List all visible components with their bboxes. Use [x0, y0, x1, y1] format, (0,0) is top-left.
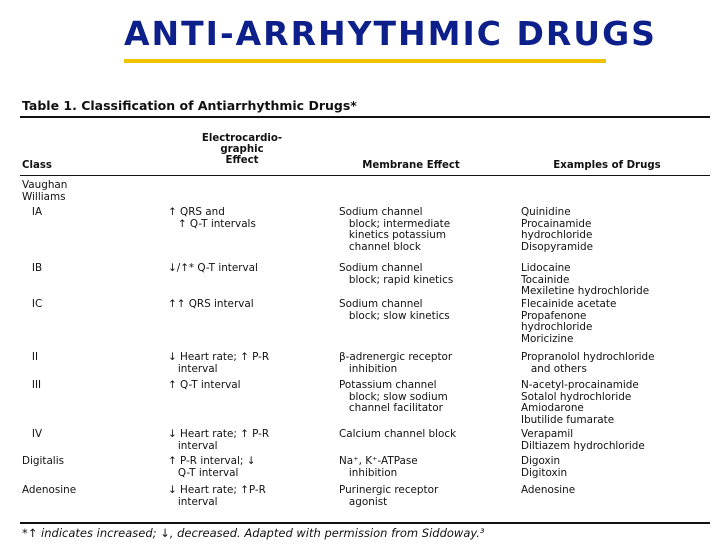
cell-class: Vaughan Williams	[22, 179, 68, 203]
header-examples: Examples of Drugs	[553, 160, 661, 171]
cell-examples: Verapamil Diltiazem hydrochloride	[521, 428, 645, 452]
cell-class: IB	[22, 262, 43, 274]
cell-class: Digitalis	[22, 455, 64, 467]
table-header-rule	[20, 175, 710, 176]
cell-ecg: ↑ P-R interval; ↓ Q-T interval	[168, 455, 256, 479]
header-membrane: Membrane Effect	[362, 160, 460, 171]
cell-membrane: Sodium channel block; slow kinetics	[339, 298, 450, 322]
cell-ecg: ↑ QRS and ↑ Q-T intervals	[168, 206, 256, 230]
cell-ecg: ↑ Q-T interval	[168, 379, 241, 391]
cell-membrane: Purinergic receptor agonist	[339, 484, 439, 508]
cell-membrane: Sodium channel block; intermediate kinetics potassium channel block	[339, 206, 451, 253]
cell-class: IV	[22, 428, 43, 440]
cell-ecg: ↑↑ QRS interval	[168, 298, 254, 310]
table-title: Table 1. Classification of Antiarrhythmic Drugs*	[22, 98, 357, 113]
cell-examples: Digoxin Digitoxin	[521, 455, 568, 479]
cell-membrane: Na⁺, K⁺-ATPase inhibition	[339, 455, 418, 479]
slide-title: ANTI-ARRHYTHMIC DRUGS	[124, 14, 657, 53]
cell-class: II	[22, 351, 39, 363]
cell-membrane: Potassium channel block; slow sodium channel facilitator	[339, 379, 448, 414]
table-top-rule	[20, 116, 710, 118]
cell-class: IA	[22, 206, 43, 218]
cell-examples: Lidocaine Tocainide Mexiletine hydrochloride	[521, 262, 650, 297]
table-bottom-rule	[20, 522, 710, 524]
cell-class: III	[22, 379, 42, 391]
header-class: Class	[22, 160, 52, 171]
cell-examples: Quinidine Procainamide hydrochloride Disopyramide	[521, 206, 594, 253]
cell-ecg: ↓ Heart rate; ↑ P-R interval	[168, 428, 270, 452]
cell-membrane: Sodium channel block; rapid kinetics	[339, 262, 454, 286]
cell-ecg: ↓ Heart rate; ↑ P-R interval	[168, 351, 270, 375]
cell-ecg: ↓ Heart rate; ↑P-R interval	[168, 484, 266, 508]
header-ecg: Electrocardio- graphic Effect	[201, 133, 283, 166]
drug-classification-table	[0, 90, 728, 546]
cell-ecg: ↓/↑* Q-T interval	[168, 262, 258, 274]
title-underline	[124, 59, 606, 63]
cell-examples: N-acetyl-procainamide Sotalol hydrochloride Amiodarone Ibutilide fumarate	[521, 379, 639, 426]
table-footnote: *↑ indicates increased; ↓, decreased. Adapted with permission from Siddoway.³	[22, 526, 485, 540]
cell-membrane: Calcium channel block	[339, 428, 457, 440]
cell-examples: Propranolol hydrochloride and others	[521, 351, 655, 375]
cell-examples: Adenosine	[521, 484, 576, 496]
cell-examples: Flecainide acetate Propafenone hydrochloride Moricizine	[521, 298, 617, 345]
cell-class: IC	[22, 298, 43, 310]
cell-class: Adenosine	[22, 484, 77, 496]
cell-membrane: β-adrenergic receptor inhibition	[339, 351, 453, 375]
